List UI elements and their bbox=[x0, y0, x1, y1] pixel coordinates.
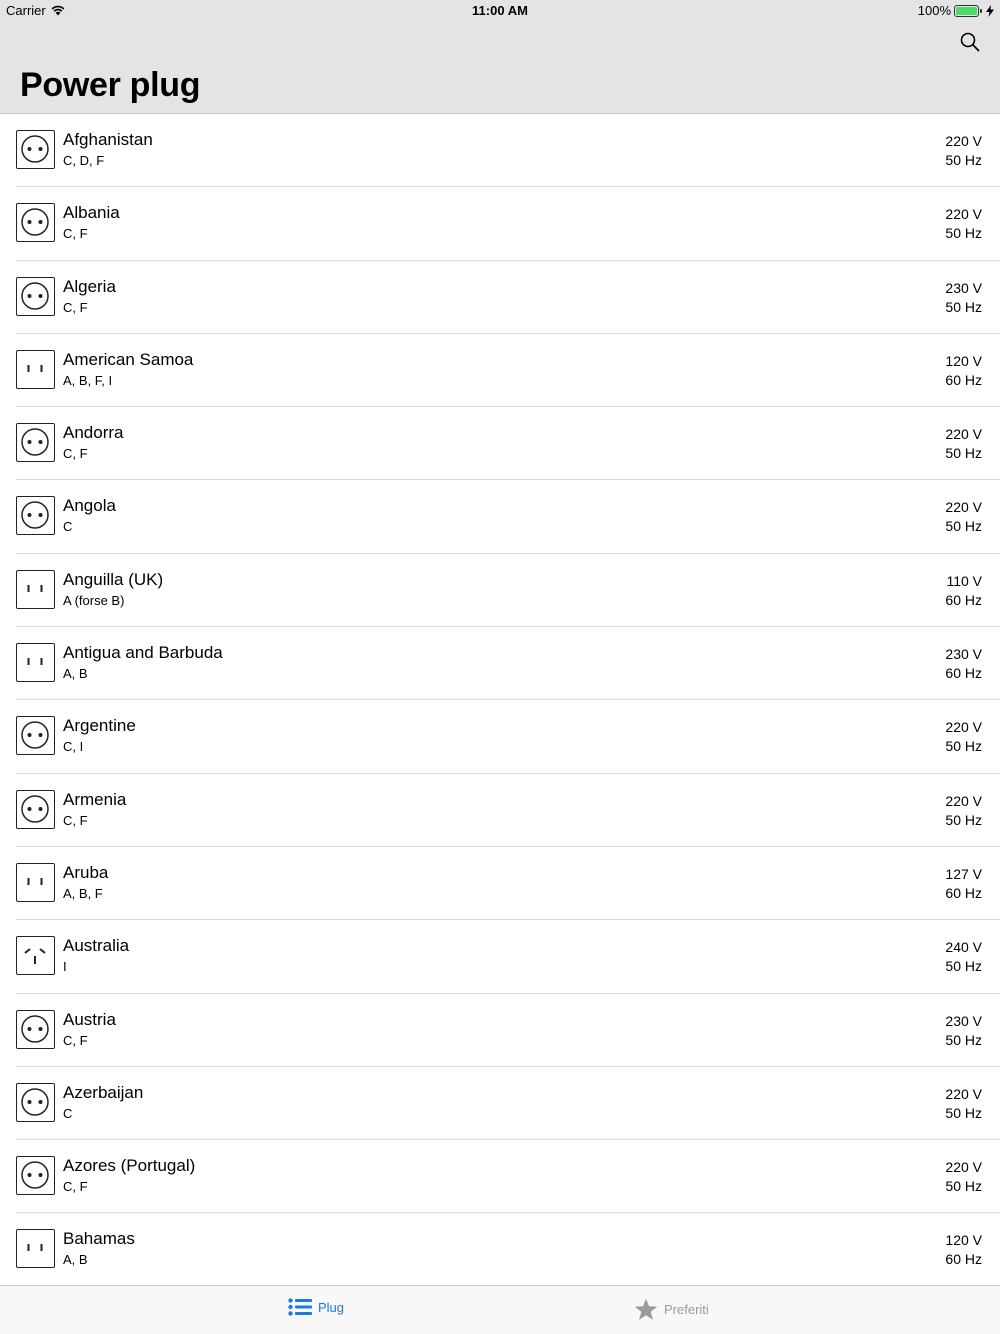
round-pin-socket-icon bbox=[16, 496, 55, 535]
country-name: Argentine bbox=[63, 716, 136, 736]
voltage: 220 V bbox=[945, 792, 982, 809]
plug-types: C, I bbox=[63, 739, 84, 755]
frequency: 60 Hz bbox=[945, 665, 982, 682]
status-bar bbox=[0, 0, 1000, 22]
round-pin-socket-icon bbox=[16, 277, 55, 316]
plug-types: C bbox=[63, 519, 73, 535]
voltage: 230 V bbox=[945, 646, 982, 663]
voltage: 110 V bbox=[946, 572, 982, 589]
frequency: 50 Hz bbox=[945, 445, 982, 462]
tab-plug-label: Plug bbox=[318, 1299, 345, 1315]
frequency: 50 Hz bbox=[945, 738, 982, 755]
country-name: Armenia bbox=[63, 789, 127, 809]
charging-icon bbox=[986, 5, 994, 17]
list-item[interactable] bbox=[0, 700, 1000, 773]
plug-types: C, F bbox=[63, 226, 88, 242]
plug-types: A, B bbox=[63, 1252, 88, 1268]
plug-types: A, B, F bbox=[63, 885, 103, 901]
round-pin-socket-icon bbox=[16, 423, 55, 462]
frequency: 50 Hz bbox=[945, 518, 982, 535]
round-pin-socket-icon bbox=[16, 1010, 55, 1049]
plug-types: A, B bbox=[63, 666, 88, 682]
round-pin-socket-icon bbox=[16, 790, 55, 829]
country-name: Anguilla (UK) bbox=[63, 569, 164, 589]
plug-types: C, F bbox=[63, 1032, 88, 1048]
list-item[interactable] bbox=[0, 1067, 1000, 1140]
list-item[interactable] bbox=[0, 554, 1000, 627]
list-item[interactable] bbox=[0, 334, 1000, 407]
round-pin-socket-icon bbox=[16, 716, 55, 755]
country-name: Algeria bbox=[63, 276, 116, 296]
battery-percent: 100% bbox=[917, 3, 951, 18]
flat-pin-socket-icon bbox=[16, 570, 55, 609]
list-item[interactable] bbox=[0, 407, 1000, 480]
tab-preferiti-label: Preferiti bbox=[664, 1302, 709, 1317]
navigation-bar bbox=[0, 22, 1000, 114]
country-name: Bahamas bbox=[63, 1229, 135, 1249]
frequency: 50 Hz bbox=[945, 1104, 982, 1121]
voltage: 220 V bbox=[945, 426, 982, 443]
voltage: 127 V bbox=[945, 865, 982, 882]
plug-types: C, D, F bbox=[63, 153, 105, 168]
frequency: 50 Hz bbox=[945, 958, 982, 975]
frequency: 60 Hz bbox=[945, 591, 982, 608]
frequency: 60 Hz bbox=[945, 1251, 982, 1268]
clock: 11:00 AM bbox=[472, 3, 528, 18]
list-item[interactable] bbox=[0, 994, 1000, 1067]
angled-pin-socket-icon bbox=[16, 936, 55, 975]
voltage: 220 V bbox=[945, 1085, 982, 1102]
country-name: Aruba bbox=[63, 862, 109, 882]
round-pin-socket-icon bbox=[16, 203, 55, 242]
voltage: 220 V bbox=[945, 1159, 982, 1176]
tab-plug[interactable] bbox=[288, 1298, 344, 1316]
list-item[interactable] bbox=[0, 847, 1000, 920]
voltage: 220 V bbox=[945, 133, 982, 149]
voltage: 220 V bbox=[945, 499, 982, 516]
voltage: 220 V bbox=[945, 206, 982, 223]
plug-types: C bbox=[63, 1105, 73, 1121]
voltage: 220 V bbox=[945, 719, 982, 736]
flat-pin-socket-icon bbox=[16, 863, 55, 902]
carrier-label: Carrier bbox=[6, 3, 46, 18]
country-name: Azores (Portugal) bbox=[63, 1156, 196, 1176]
list-item[interactable] bbox=[0, 774, 1000, 847]
frequency: 60 Hz bbox=[945, 884, 982, 901]
country-name: Andorra bbox=[63, 423, 124, 443]
tab-preferiti[interactable] bbox=[634, 1298, 709, 1321]
search-icon[interactable] bbox=[958, 30, 982, 54]
frequency: 60 Hz bbox=[945, 371, 982, 388]
voltage: 230 V bbox=[945, 279, 982, 296]
list-item[interactable] bbox=[0, 261, 1000, 334]
voltage: 230 V bbox=[945, 1012, 982, 1029]
frequency: 50 Hz bbox=[945, 225, 982, 242]
country-list[interactable] bbox=[0, 114, 1000, 1285]
frequency: 50 Hz bbox=[945, 1031, 982, 1048]
voltage: 240 V bbox=[945, 939, 982, 956]
frequency: 50 Hz bbox=[945, 298, 982, 315]
plug-types: A, B, F, I bbox=[63, 372, 113, 388]
country-name: American Samoa bbox=[63, 349, 194, 369]
frequency: 50 Hz bbox=[945, 811, 982, 828]
round-pin-socket-icon bbox=[16, 1156, 55, 1195]
country-name: Afghanistan bbox=[63, 130, 153, 149]
flat-pin-socket-icon bbox=[16, 350, 55, 389]
battery-indicator bbox=[918, 3, 994, 18]
list-item[interactable] bbox=[0, 480, 1000, 553]
plug-types: C, F bbox=[63, 299, 88, 315]
list-item[interactable] bbox=[0, 920, 1000, 993]
country-name: Austria bbox=[63, 1009, 116, 1029]
round-pin-socket-icon bbox=[16, 130, 55, 169]
star-icon bbox=[634, 1298, 658, 1321]
list-item[interactable] bbox=[0, 1140, 1000, 1213]
frequency: 50 Hz bbox=[945, 1178, 982, 1195]
list-item[interactable] bbox=[0, 627, 1000, 700]
plug-types: C, F bbox=[63, 446, 88, 462]
tab-bar bbox=[0, 1285, 1000, 1334]
battery-icon bbox=[954, 5, 979, 17]
country-name: Albania bbox=[63, 203, 120, 223]
voltage: 120 V bbox=[945, 1232, 982, 1249]
country-name: Antigua and Barbuda bbox=[63, 643, 223, 663]
country-name: Azerbaijan bbox=[63, 1082, 144, 1102]
plug-types: I bbox=[63, 959, 67, 975]
plug-types: C, F bbox=[63, 812, 88, 828]
country-name: Angola bbox=[63, 496, 116, 516]
country-name: Australia bbox=[63, 936, 130, 956]
flat-pin-socket-icon bbox=[16, 1229, 55, 1268]
flat-pin-socket-icon bbox=[16, 643, 55, 682]
list-item[interactable] bbox=[0, 187, 1000, 260]
round-pin-socket-icon bbox=[16, 1083, 55, 1122]
list-item[interactable] bbox=[0, 1213, 1000, 1285]
plug-types: A (forse B) bbox=[63, 592, 125, 608]
page-title: Power plug bbox=[20, 66, 201, 104]
voltage: 120 V bbox=[945, 352, 982, 369]
list-item[interactable] bbox=[0, 114, 1000, 187]
plug-types: C, F bbox=[63, 1179, 88, 1195]
list-icon bbox=[288, 1298, 312, 1316]
frequency: 50 Hz bbox=[945, 152, 982, 168]
